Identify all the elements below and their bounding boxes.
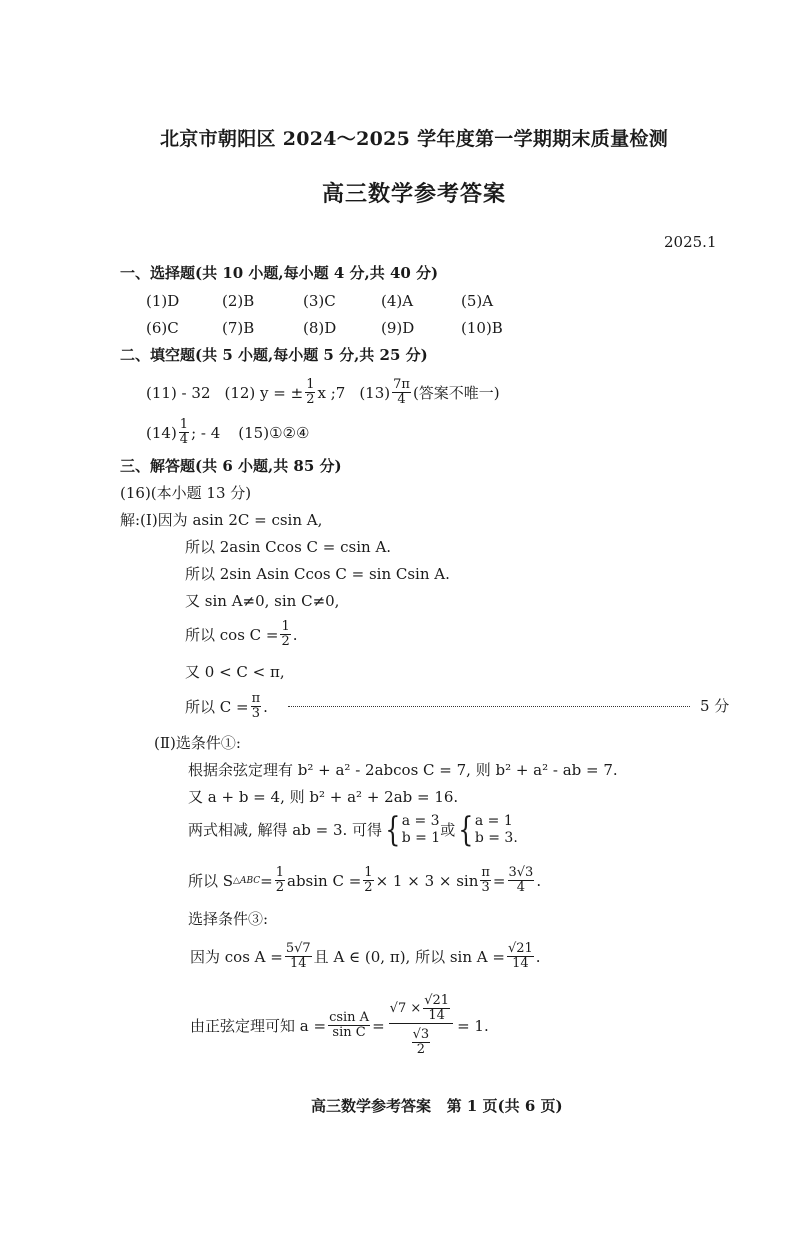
solution-line-sina: 因为 cos A = $\frac{5√7}{14}$ 且 A ∈ (0, π), 所以 sin A = $\frac{√21}{14}$ . [190, 941, 541, 971]
answer-12-prefix: (12) y = ± [224, 383, 304, 402]
document-date: 2025.1 [664, 233, 717, 251]
answer-14-prefix: (14) [146, 423, 177, 442]
answer-item: (10)B [461, 319, 503, 337]
section-heading-fill: 二、填空题(共 5 小题,每小题 5 分,共 25 分) [120, 346, 428, 364]
solution-line: 又 a + b = 4, 则 b² + a² + 2ab = 16. [188, 788, 459, 806]
solution-line: 所以 2sin Asin Ccos C = sin Csin A. [185, 565, 450, 583]
answer-13-fraction: 7π 4 [393, 377, 410, 407]
solution-line: 根据余弦定理有 b² + a² - 2abcos C = 7, 则 b² + a² - ab = 7. [188, 761, 618, 779]
solution-line-sine-law: 由正弦定理可知 a = $\frac{\text{csin A}}{\text{sin C}}$ = √7 × $\frac{√21}{14}$ $\frac{√3}{2}$ = 1. [190, 993, 489, 1057]
answer-13-prefix: (13) [359, 383, 391, 402]
condition-3-heading: 选择条件③: [188, 910, 269, 928]
answer-12-suffix: x ;7 [317, 383, 346, 402]
answer-item: (6)C [146, 319, 179, 337]
answer-12-fraction: $\frac{1}{2}$ [306, 377, 315, 407]
section-heading-solve: 三、解答题(共 6 小题,共 85 分) [120, 457, 342, 475]
answer-item: (7)B [222, 319, 255, 337]
solution-line: 解:(Ⅰ)因为 asin 2C = csin A, [120, 511, 323, 529]
document-title: 北京市朝阳区 2024～2025 学年度第一学期期末质量检测 [160, 128, 668, 150]
page-footer: 高三数学参考答案 第 1 页(共 6 页) [311, 1097, 563, 1115]
answer-item: (2)B [222, 292, 255, 310]
answer-11: (11) - 32 [146, 383, 211, 402]
answer-14-fraction: 1 4 [179, 417, 189, 447]
solution-line-cosc: 所以 cos C = $\frac{1}{2}$ . [185, 619, 298, 649]
section-heading-choice: 一、选择题(共 10 小题,每小题 4 分,共 40 分) [120, 264, 439, 282]
answer-item: (9)D [381, 319, 415, 337]
question-16-heading: (16)(本小题 13 分) [120, 484, 252, 502]
document-subtitle: 高三数学参考答案 [322, 181, 507, 207]
solution-line-c-value: 所以 C = $\frac{\pi}{3}$ . [185, 691, 268, 721]
score-leader-dots [288, 706, 690, 707]
solution-line-area: 所以 S △ABC = $\frac{1}{2}$ absin C = $\frac{1}{2}$ × 1 × 3 × sin $\frac{\pi}{3}$ = $\frac{3√3}{4}$ . [188, 865, 542, 895]
answer-item: (1)D [146, 292, 180, 310]
answer-item: (8)D [303, 319, 337, 337]
condition-1-heading: (Ⅱ)选条件①: [154, 734, 241, 752]
answer-item: (3)C [303, 292, 336, 310]
answer-13-suffix: (答案不唯一) [412, 383, 500, 402]
answer-item: (5)A [461, 292, 494, 310]
solution-line: 又 0 < C < π, [185, 663, 285, 681]
answer-15: (15)①②④ [238, 423, 310, 442]
fill-answers-row2 [146, 418, 309, 447]
solution-line: 所以 2asin Ccos C = csin A. [185, 538, 392, 556]
answer-14-suffix: ; - 4 [191, 423, 221, 442]
fill-answers-row1 [146, 378, 500, 407]
answer-item: (4)A [381, 292, 414, 310]
score-label: 5 分 [700, 697, 730, 715]
solution-line: 又 sin A≠0, sin C≠0, [185, 592, 340, 610]
solution-line-system: 两式相减, 解得 ab = 3. 可得 { a = 3 b = 1 或 { a = 1 b = 3. [188, 810, 518, 850]
